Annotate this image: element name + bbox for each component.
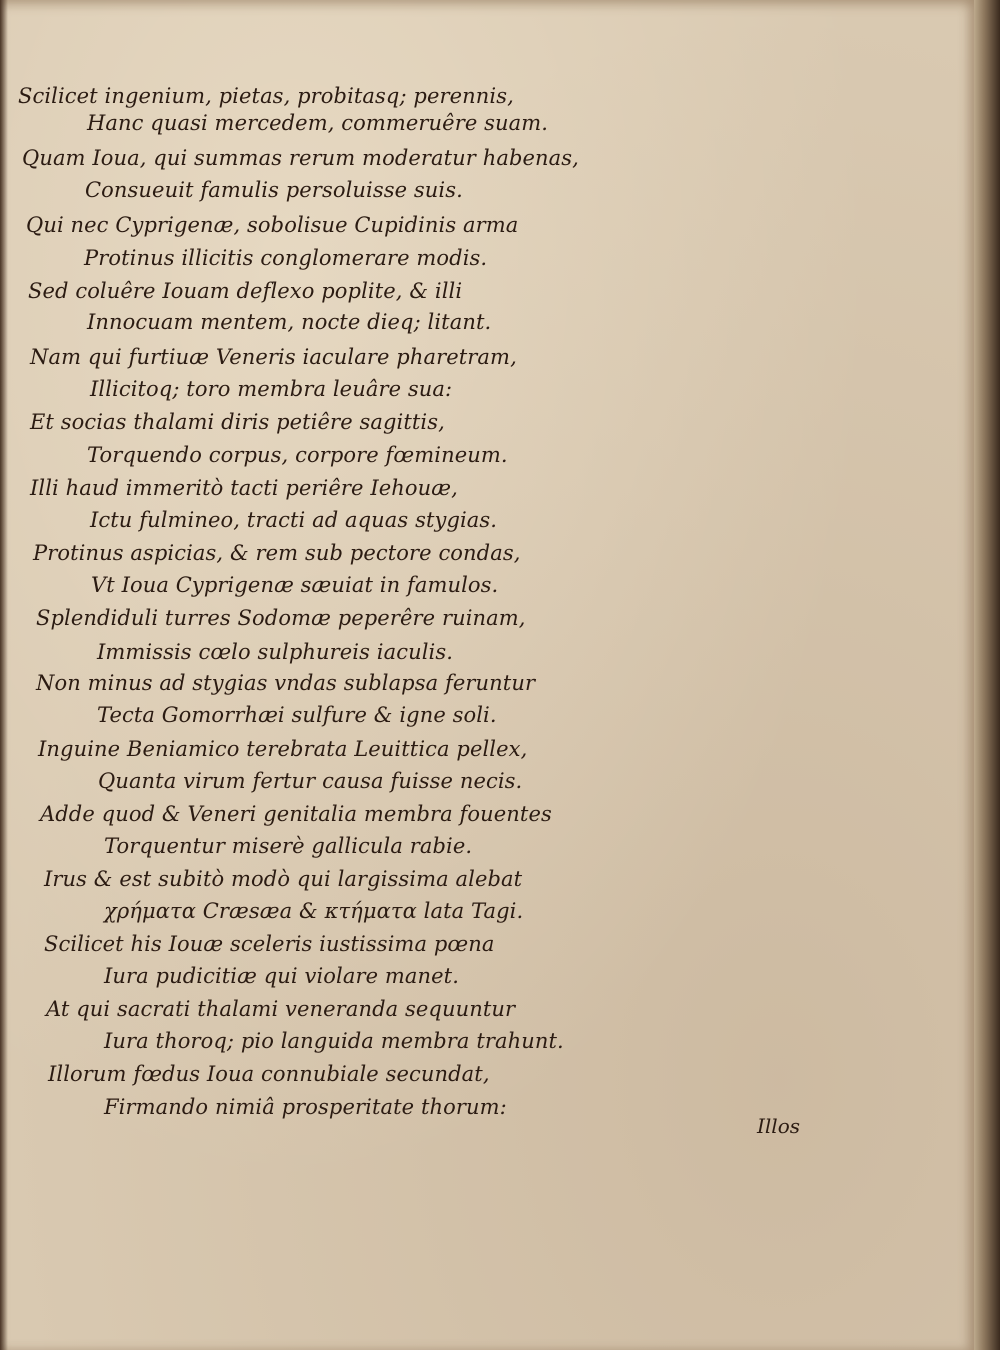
verse-line-1: Scilicet ingenium, pietas, probitasq; perennis, bbox=[18, 84, 514, 108]
verse-line-5: Qui nec Cyprigenæ, sobolisue Cupidinis arma bbox=[26, 213, 519, 237]
verse-line-21: Inguine Beniamico terebrata Leuittica pellex, bbox=[38, 737, 528, 761]
verse-line-9: Nam qui furtiuæ Veneris iaculare pharetram, bbox=[30, 345, 517, 369]
verse-line-12: Torquendo corpus, corpore fœmineum. bbox=[87, 443, 508, 467]
verse-line-18: Immissis cœlo sulphureis iaculis. bbox=[97, 640, 453, 664]
verse-line-11: Et socias thalami diris petiêre sagittis, bbox=[30, 410, 445, 434]
verse-line-6: Protinus illicitis conglomerare modis. bbox=[84, 246, 488, 270]
page-edge bbox=[974, 0, 1000, 1350]
verse-line-13: Illi haud immeritò tacti periêre Iehouæ, bbox=[30, 476, 458, 500]
verse-line-20: Tecta Gomorrhæi sulfure & igne soli. bbox=[97, 703, 497, 727]
verse-line-24: Torquentur miserè gallicula rabie. bbox=[104, 834, 473, 858]
verse-line-30: Iura thoroq; pio languida membra trahunt. bbox=[104, 1029, 564, 1053]
verse-line-27: Scilicet his Iouæ sceleris iustissima pœna bbox=[44, 932, 495, 956]
verse-line-25: Irus & est subitò modò qui largissima alebat bbox=[44, 867, 523, 891]
verse-line-26: χρήματα Cræsæa & κτήματα lata Tagi. bbox=[104, 899, 524, 923]
verse-line-29: At qui sacrati thalami veneranda sequuntur bbox=[46, 997, 516, 1021]
verse-line-8: Innocuam mentem, nocte dieq; litant. bbox=[87, 310, 492, 334]
verse-line-17: Splendiduli turres Sodomæ peperêre ruinam, bbox=[36, 606, 526, 630]
verse-line-15: Protinus aspicias, & rem sub pectore condas, bbox=[33, 541, 521, 565]
verse-line-23: Adde quod & Veneri genitalia membra fouentes bbox=[40, 802, 552, 826]
verse-line-32: Firmando nimiâ prosperitate thorum: bbox=[104, 1095, 507, 1119]
verse-line-3: Quam Ioua, qui summas rerum moderatur habenas, bbox=[22, 146, 579, 170]
verse-line-14: Ictu fulmineo, tracti ad aquas stygias. bbox=[90, 508, 498, 532]
verse-line-4: Consueuit famulis persoluisse suis. bbox=[85, 178, 463, 202]
verse-line-22: Quanta virum fertur causa fuisse necis. bbox=[98, 769, 523, 793]
verse-line-16: Vt Ioua Cyprigenæ sæuiat in famulos. bbox=[91, 573, 499, 597]
verse-line-28: Iura pudicitiæ qui violare manet. bbox=[104, 964, 459, 988]
verse-line-7: Sed coluêre Iouam deflexo poplite, & illi bbox=[28, 279, 463, 303]
verse-line-2: Hanc quasi mercedem, commeruêre suam. bbox=[87, 111, 549, 135]
verse-line-31: Illorum fœdus Ioua connubiale secundat, bbox=[48, 1062, 490, 1086]
verse-line-10: Illicitoq; toro membra leuâre sua: bbox=[90, 377, 453, 401]
catchword: Illos bbox=[757, 1114, 800, 1138]
verse-line-19: Non minus ad stygias vndas sublapsa feruntur bbox=[36, 671, 536, 695]
